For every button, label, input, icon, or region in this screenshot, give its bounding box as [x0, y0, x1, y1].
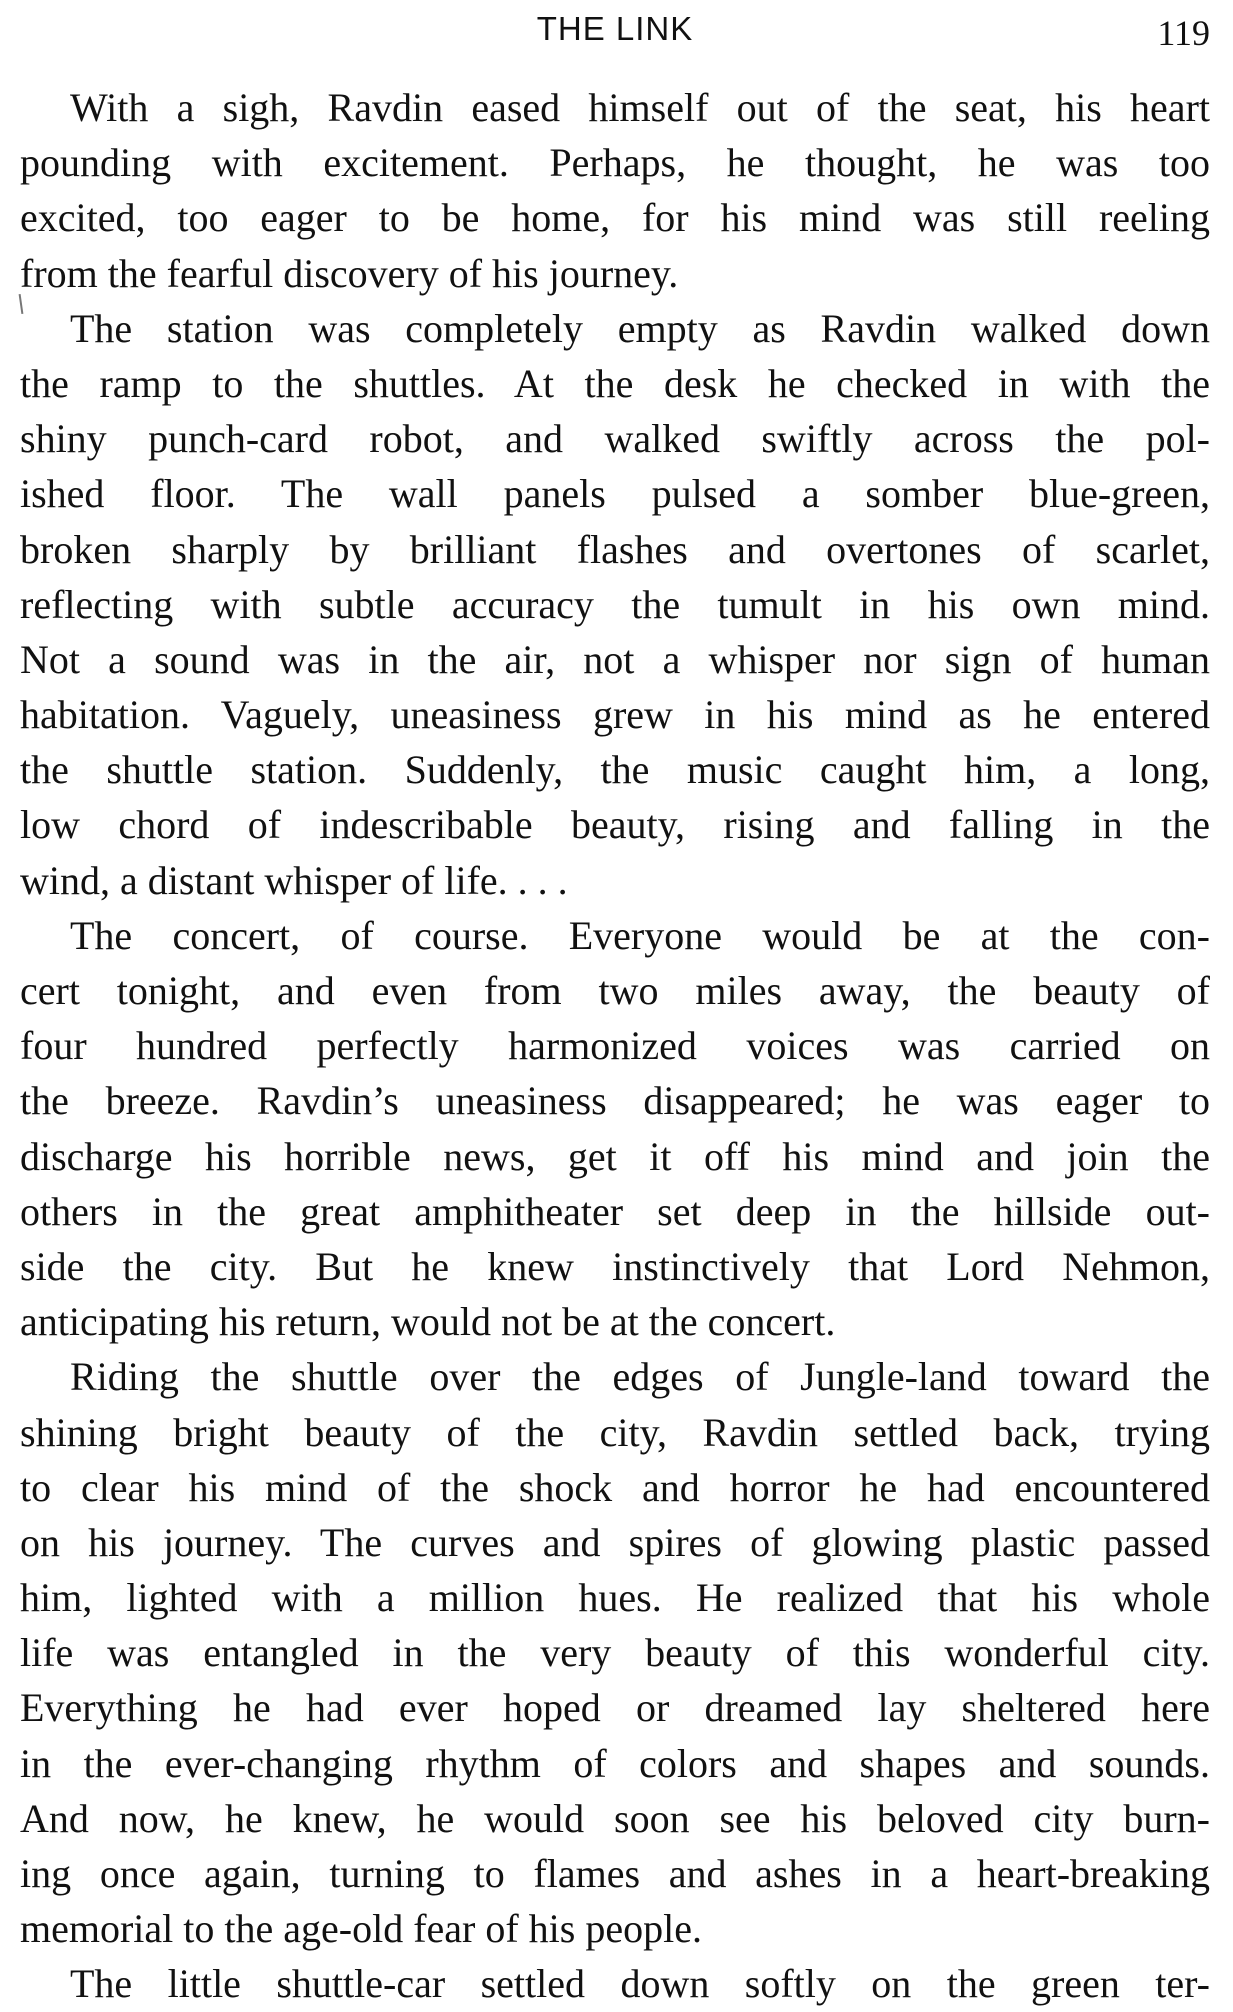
text-line: The concert, of course. Everyone would be at the con-	[70, 912, 1210, 958]
text-line: on his journey. The curves and spires of glowing plastic passed	[20, 1519, 1210, 1565]
text-line: The little shuttle-car settled down softly on the green ter-	[70, 1961, 1210, 2007]
text-line: pounding with excitement. Perhaps, he thought, he was too	[20, 140, 1210, 186]
text-line: the ramp to the shuttles. At the desk he checked in with the	[20, 360, 1210, 406]
text-line: wind, a distant whisper of life. . . .	[20, 857, 568, 903]
text-line: Riding the shuttle over the edges of Jungle-land toward the	[70, 1354, 1210, 1400]
text-line: memorial to the age-old fear of his people.	[20, 1906, 702, 1952]
running-title: THE LINK	[536, 10, 694, 47]
text-line: The station was completely empty as Ravdin walked down	[70, 305, 1210, 351]
text-line: reflecting with subtle accuracy the tumult in his own mind.	[20, 581, 1210, 627]
text-line: Not a sound was in the air, not a whisper nor sign of human	[20, 636, 1210, 682]
text-line: shining bright beauty of the city, Ravdin settled back, trying	[20, 1409, 1210, 1455]
text-line: ished floor. The wall panels pulsed a somber blue-green,	[20, 471, 1210, 517]
text-line: Everything he had ever hoped or dreamed lay sheltered here	[20, 1685, 1210, 1731]
text-line: to clear his mind of the shock and horror he had encountered	[20, 1464, 1210, 1510]
text-line: the shuttle station. Suddenly, the music caught him, a long,	[20, 747, 1210, 793]
text-line: With a sigh, Ravdin eased himself out of the seat, his heart	[70, 85, 1210, 130]
text-line: And now, he knew, he would soon see his beloved city burn-	[20, 1795, 1210, 1841]
text-line: in the ever-changing rhythm of colors and shapes and sounds.	[20, 1740, 1210, 1786]
text-line: ing once again, turning to flames and ashes in a heart-breaking	[20, 1851, 1210, 1896]
text-line: life was entangled in the very beauty of this wonderful city.	[20, 1630, 1210, 1676]
text-line: shiny punch-card robot, and walked swiftly across the pol-	[20, 416, 1210, 462]
text-line: the breeze. Ravdin’s uneasiness disappeared; he was eager to	[20, 1078, 1210, 1124]
text-line: broken sharply by brilliant flashes and overtones of scarlet,	[20, 526, 1210, 572]
text-line: him, lighted with a million hues. He realized that his whole	[20, 1575, 1210, 1621]
text-line: low chord of indescribable beauty, rising and falling in the	[20, 802, 1210, 848]
text-line: excited, too eager to be home, for his mind was still reeling	[20, 195, 1210, 241]
text-line: habitation. Vaguely, uneasiness grew in his mind as he entered	[20, 692, 1210, 738]
text-line: four hundred perfectly harmonized voices was carried on	[20, 1023, 1210, 1069]
text-line: anticipating his return, would not be at the concert.	[20, 1299, 836, 1345]
text-line: others in the great amphitheater set deep in the hillside out-	[20, 1188, 1210, 1234]
page-number: 119	[1157, 13, 1210, 53]
running-head	[20, 10, 1210, 60]
text-line: side the city. But he knew instinctively that Lord Nehmon,	[20, 1243, 1210, 1289]
text-line: discharge his horrible news, get it off his mind and join the	[20, 1133, 1210, 1179]
text-line: cert tonight, and even from two miles away, the beauty of	[20, 968, 1210, 1013]
body-text	[20, 80, 1210, 2012]
text-line: from the fearful discovery of his journey.	[20, 250, 679, 296]
